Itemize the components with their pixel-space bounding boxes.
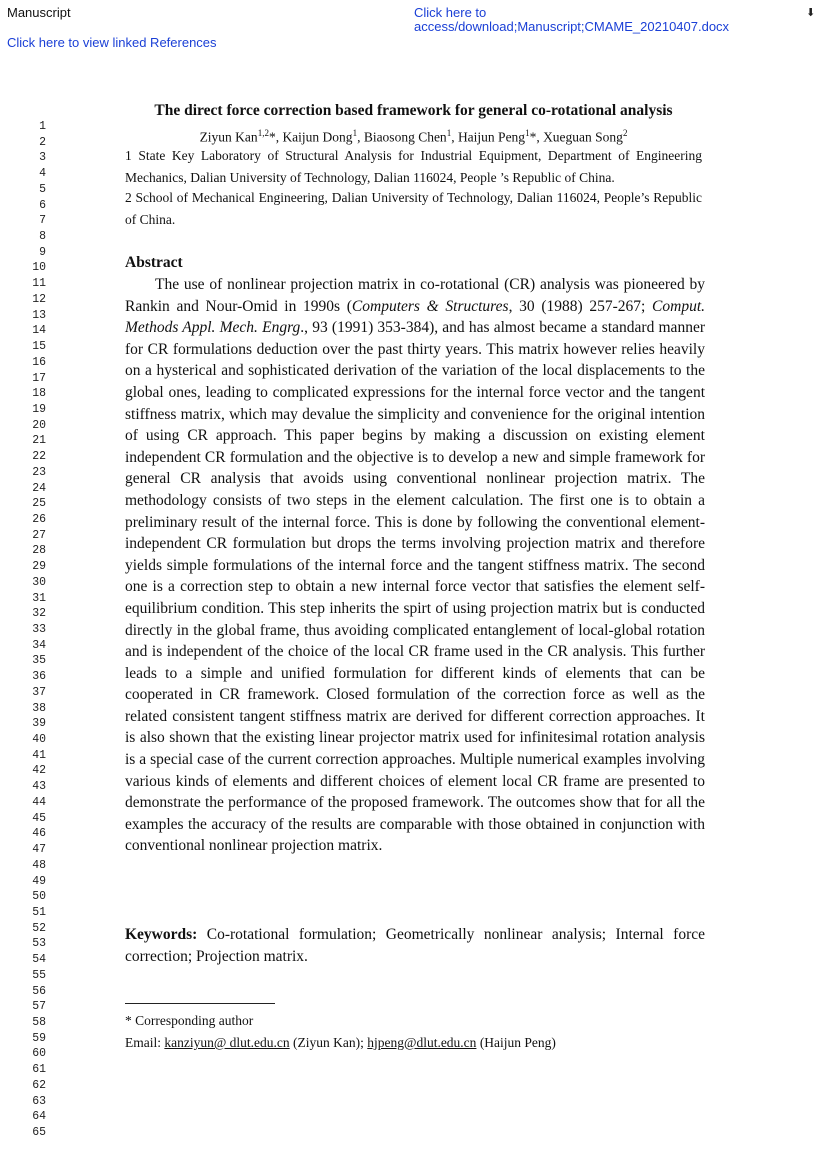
line-number: 27 [32, 528, 46, 542]
line-number: 16 [32, 355, 46, 369]
author-name: Haijun Peng [457, 129, 526, 145]
email-name: (Haijun Peng) [476, 1035, 556, 1050]
line-number: 23 [32, 465, 46, 479]
author-affiliation-mark: 1 [446, 128, 452, 138]
footnote-corresponding: * Corresponding author [125, 1013, 254, 1028]
line-number: 37 [32, 685, 46, 699]
author-name: Xueguan Song [543, 129, 623, 145]
line-number: 57 [32, 1000, 46, 1014]
line-number: 10 [32, 261, 46, 275]
line-number: 25 [32, 497, 46, 511]
author-separator: , [275, 129, 283, 145]
line-number: 52 [32, 921, 46, 935]
corresponding-mark: * [529, 129, 537, 145]
line-number: 47 [32, 843, 46, 857]
line-number: 58 [32, 1015, 46, 1029]
author-name: Ziyun Kan [199, 129, 258, 145]
author-list [125, 124, 702, 147]
line-number: 4 [39, 167, 46, 181]
corresponding-mark: * [268, 129, 276, 145]
author-affiliation-mark: 1,2 [257, 128, 269, 138]
line-number: 35 [32, 654, 46, 668]
line-number-gutter [22, 119, 46, 1141]
download-icon[interactable]: ⬇ [806, 6, 816, 19]
author-affiliation-mark: 1 [352, 128, 358, 138]
line-number: 18 [32, 387, 46, 401]
line-number: 45 [32, 811, 46, 825]
line-number: 26 [32, 512, 46, 526]
footnote-email [125, 1034, 556, 1052]
line-number: 20 [32, 418, 46, 432]
line-number: 46 [32, 827, 46, 841]
line-number: 55 [32, 968, 46, 982]
line-number: 56 [32, 984, 46, 998]
line-number: 24 [32, 481, 46, 495]
line-number: 2 [39, 135, 46, 149]
line-number: 48 [32, 858, 46, 872]
line-number: 13 [32, 308, 46, 322]
line-number: 62 [32, 1078, 46, 1092]
author-separator: , [536, 129, 544, 145]
line-number: 36 [32, 670, 46, 684]
line-number: 32 [32, 607, 46, 621]
line-number: 41 [32, 748, 46, 762]
line-number: 11 [32, 277, 46, 291]
line-number: 63 [32, 1094, 46, 1108]
manuscript-label: Manuscript [7, 5, 71, 20]
line-number: 50 [32, 890, 46, 904]
paper-title: The direct force correction based framework for general co-rotational analysis [154, 102, 673, 119]
line-number: 54 [32, 953, 46, 967]
abstract-text: The use of nonlinear projection matrix in co-rotational (CR) analysis was pioneered by Rankin and Nour-Omid in 1990s ( [125, 276, 705, 315]
line-number: 15 [32, 340, 46, 354]
line-number: 65 [32, 1126, 46, 1139]
line-number: 59 [32, 1031, 46, 1045]
line-number: 1 [39, 120, 46, 133]
author-separator: , [357, 129, 364, 145]
download-link-line2[interactable]: access/download;Manuscript;CMAME_20210407.docx [414, 19, 730, 34]
author-affiliation-mark: 2 [622, 128, 628, 138]
line-number: 39 [32, 717, 46, 731]
line-number: 22 [32, 450, 46, 464]
line-number: 3 [39, 151, 46, 165]
email-name: (Ziyun Kan); [289, 1035, 368, 1050]
line-number: 51 [32, 905, 46, 919]
line-number: 44 [32, 795, 46, 809]
line-number: 8 [39, 230, 46, 244]
affiliation-1: 1 State Key Laboratory of Structural Analysis for Industrial Equipment, Department of Engineering Mechanics, Dalian University of Technology, Dalian 116024, People ’s Republic of China. [125, 148, 702, 185]
keywords [125, 924, 705, 967]
line-number: 7 [39, 214, 46, 228]
author-affiliation-mark: 1 [525, 128, 530, 138]
line-number: 19 [32, 402, 46, 416]
download-link[interactable] [414, 6, 729, 34]
email-link-kan[interactable]: kanziyun@ dlut.edu.cn [164, 1035, 290, 1050]
author-separator: , [451, 129, 458, 145]
abstract-heading: Abstract [125, 254, 183, 271]
view-references-link[interactable]: Click here to view linked References [7, 35, 217, 50]
line-number: 34 [32, 638, 46, 652]
line-number: 9 [39, 245, 46, 259]
email-label: Email: [125, 1035, 165, 1050]
footnote-rule [125, 1003, 275, 1004]
affiliation-2: 2 School of Mechanical Engineering, Dalian University of Technology, Dalian 116024, People’s Republic of China. [125, 190, 702, 227]
keywords-label: Keywords: [125, 926, 198, 943]
download-link-line1[interactable]: Click here to [414, 5, 487, 20]
email-link-peng[interactable]: hjpeng@dlut.edu.cn [367, 1035, 477, 1050]
journal-name: Comput. Methods Appl. Mech. Engrg [125, 297, 705, 337]
line-number: 60 [32, 1047, 46, 1061]
line-number: 12 [32, 292, 46, 306]
abstract-body [125, 274, 705, 857]
line-number: 21 [32, 434, 46, 448]
abstract-text: ., 93 (1991) 353-384), and has almost became a standard manner for CR formulations deduction over the past thirty years. This matrix however relies heavily on a hysterical and sophisticated derivation of the variation of the local displacements to the global ones, leading to complicated expressions for the internal force vector and the tangent stiffness matrix, which may devalue the simplicity and convenience for the original intention of using CR approach. This paper begins by making a discussion on existing element independent CR formulation and the objective is to develop a new and simple framework for general CR analysis that avoids using conventional nonlinear projection matrix. The methodology consists of two steps in the element calculation. The first one is to obtain a preliminary result of the internal force. This is done by following the conventional element-independent CR formulation but drops the terms involving projection matrix and therefore yields simple formulations of the internal force and the tangent stiffness matrix. The second one is a correction step to obtain a new internal force vector that satisfies the element self-equilibrium condition. This step inherits the spirt of using projection matrix but is conducted directly in the global frame, thus avoiding complicated entanglement of local-global rotation and is independent of the choice of the local CR frame used in the CR analysis. This further leads to a simple and unified formulation for different kinds of elements that can be cooperated in CR framework. Closed formulation of the correction force as well as the related consistent tangent stiffness matrix are derived for different correction approaches. It is also shown that the existing linear projector matrix used for infinitesimal rotation analysis is a special case of the current correction approaches. Multiple numerical examples involving various kinds of elements and different choices of element local CR frame are presented to demonstrate the performance of the proposed framework. The outcomes show that for all the examples the accuracy of the results are comparable with those obtained in conjunction with conventional nonlinear projection matrix. [125, 319, 705, 855]
author-name: Kaijun Dong [282, 129, 353, 145]
line-number: 33 [32, 623, 46, 636]
line-number: 30 [32, 575, 46, 589]
line-number: 14 [32, 324, 46, 338]
line-number: 5 [39, 182, 46, 196]
line-number: 43 [32, 780, 46, 794]
author-name: Biaosong Chen [363, 129, 447, 145]
line-number: 31 [32, 591, 46, 605]
line-number: 49 [32, 874, 46, 888]
line-number: 17 [32, 371, 46, 385]
line-number: 61 [32, 1063, 46, 1077]
line-number: 6 [39, 198, 46, 212]
journal-name: Computers & Structures [351, 297, 509, 315]
line-number: 28 [32, 544, 46, 558]
abstract-text: , 30 (1988) 257-267; [508, 297, 653, 315]
line-number: 64 [32, 1110, 46, 1124]
line-number: 53 [32, 937, 46, 951]
line-number: 29 [32, 560, 46, 574]
line-number: 42 [32, 764, 46, 778]
line-number: 40 [32, 733, 46, 747]
keywords-text: Co-rotational formulation; Geometrically nonlinear analysis; Internal force correction; Projection matrix. [125, 926, 705, 965]
line-number: 38 [32, 701, 46, 715]
